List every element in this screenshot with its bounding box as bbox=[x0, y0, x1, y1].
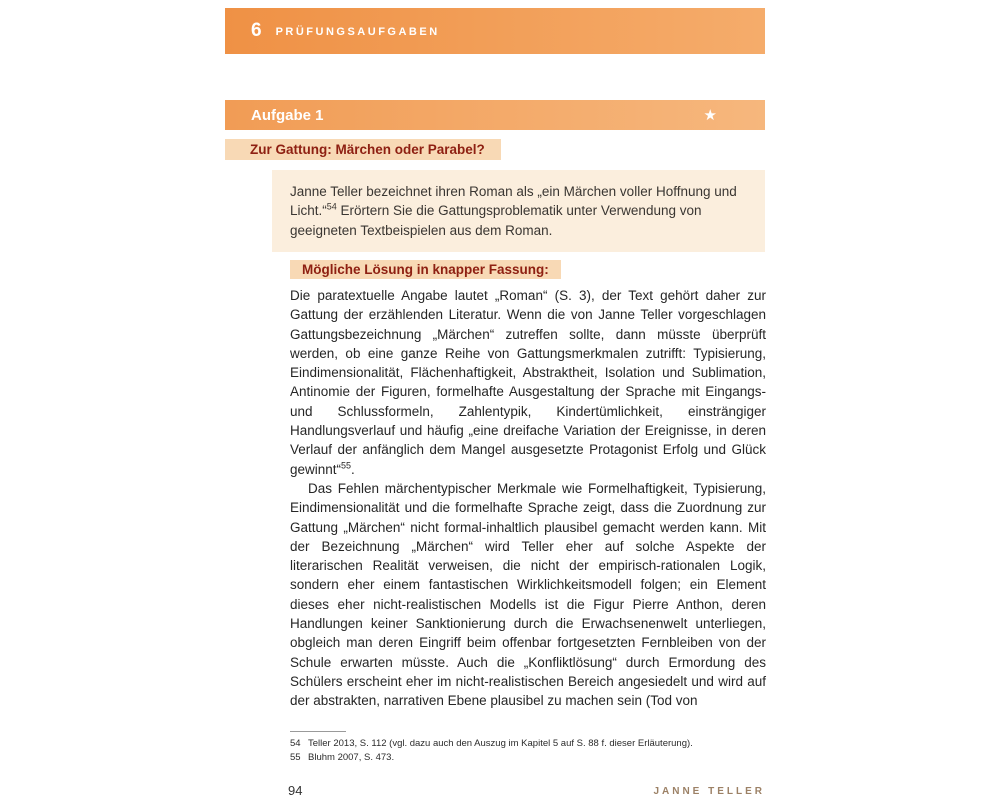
section-heading: Zur Gattung: Märchen oder Parabel? bbox=[225, 139, 501, 160]
footnote-ref-54: 54 bbox=[326, 201, 337, 212]
footnote-text: Teller 2013, S. 112 (vgl. dazu auch den Auszug im Kapitel 5 auf S. 88 f. dieser Erläuterung). bbox=[308, 738, 693, 749]
chapter-number: 6 bbox=[251, 20, 262, 41]
task-section-bar bbox=[225, 100, 765, 130]
chapter-title: PRÜFUNGSAUFGABEN bbox=[275, 26, 440, 38]
footnote-ref-55: 55 bbox=[341, 460, 352, 471]
footnote-item bbox=[290, 751, 766, 765]
chapter-header-bar bbox=[225, 8, 765, 54]
footnote-item bbox=[290, 737, 766, 751]
footnote-text: Bluhm 2007, S. 473. bbox=[308, 752, 395, 763]
body-text bbox=[290, 286, 766, 711]
paragraph-1-tail: . bbox=[351, 461, 355, 477]
task-text-part1: Janne Teller bezeichnet ihren Roman als „ein Märchen voller Hoffnung und Licht.“ bbox=[290, 184, 737, 219]
body-paragraph-1 bbox=[290, 286, 766, 479]
task-section-title: Aufgabe 1 bbox=[251, 106, 324, 124]
page-number: 94 bbox=[288, 783, 303, 798]
footnotes bbox=[290, 737, 766, 765]
task-box bbox=[272, 170, 765, 252]
star-icon: ★ bbox=[703, 107, 717, 124]
task-text-part2: Erörtern Sie die Gattungsproblematik unter Verwendung von geeigneten Textbeispielen aus dem Roman. bbox=[290, 203, 702, 238]
footnote-number: 55 bbox=[290, 752, 301, 763]
body-paragraph-2: Das Fehlen märchentypischer Merkmale wie Formelhaftigkeit, Typisierung, Eindimensionalität und die formelhafte Sprache zeigt, dass die Zuordnung zur Gattung „Märchen“ nicht formal-inhaltlich plausibel gemacht werden kann. Mit der Bezeichnung „Märchen“ wird Teller eher auf solche Aspekte der literarischen Realität verweisen, die nicht der empirisch-rationalen Logik, sondern eher einem fantastischen Wirklichkeitsmodell folgen; ein Element dieses eher nicht-realistischen Modells ist die Figur Pierre Anthon, deren Handlungen keiner Sanktionierung durch die Erwachsenenwelt unterliegen, obgleich man deren Eingriff beim offenbar fortgesetzten Fernbleiben von der Schule erwarten müsste. Auch die „Konfliktlösung“ durch Ermordung des Schülers erscheint eher im nicht-realistischen Bereich angesiedelt und wird auf der abstrakten, narrativen Ebene plausibel zu machen sein (Tod von bbox=[290, 480, 766, 709]
paragraph-1-text: Die paratextuelle Angabe lautet „Roman“ (S. 3), der Text gehört daher zur Gattung der erzählenden Literatur. Wenn die von Janne Teller vorgeschlagen Gattungsbezeichnung „Märchen“ zutreffen sollte, dann müsste überprüft werden, ob eine ganze Reihe von Gattungsmerkmalen zutrifft: Typisierung, Eindimensionalität, Flächenhaftigkeit, Abstraktheit, Isolation und Sublimation, Antinomie der Figuren, formelhafte Ausgestaltung der Sprache mit Eingangs- und Schlussformeln, Zahlentypik, Kindertümlichkeit, einsträngiger Handlungsverlauf und häufig „eine dreifache Variation der Ereignisse, in deren Verlauf der anfänglich dem Mangel ausgesetzte Protagonist Erfolg und Glück gewinnt“ bbox=[290, 288, 766, 477]
footnote-separator bbox=[290, 731, 346, 732]
footnote-number: 54 bbox=[290, 738, 301, 749]
running-title: JANNE TELLER bbox=[653, 786, 765, 797]
solution-heading: Mögliche Lösung in knapper Fassung: bbox=[290, 260, 561, 279]
